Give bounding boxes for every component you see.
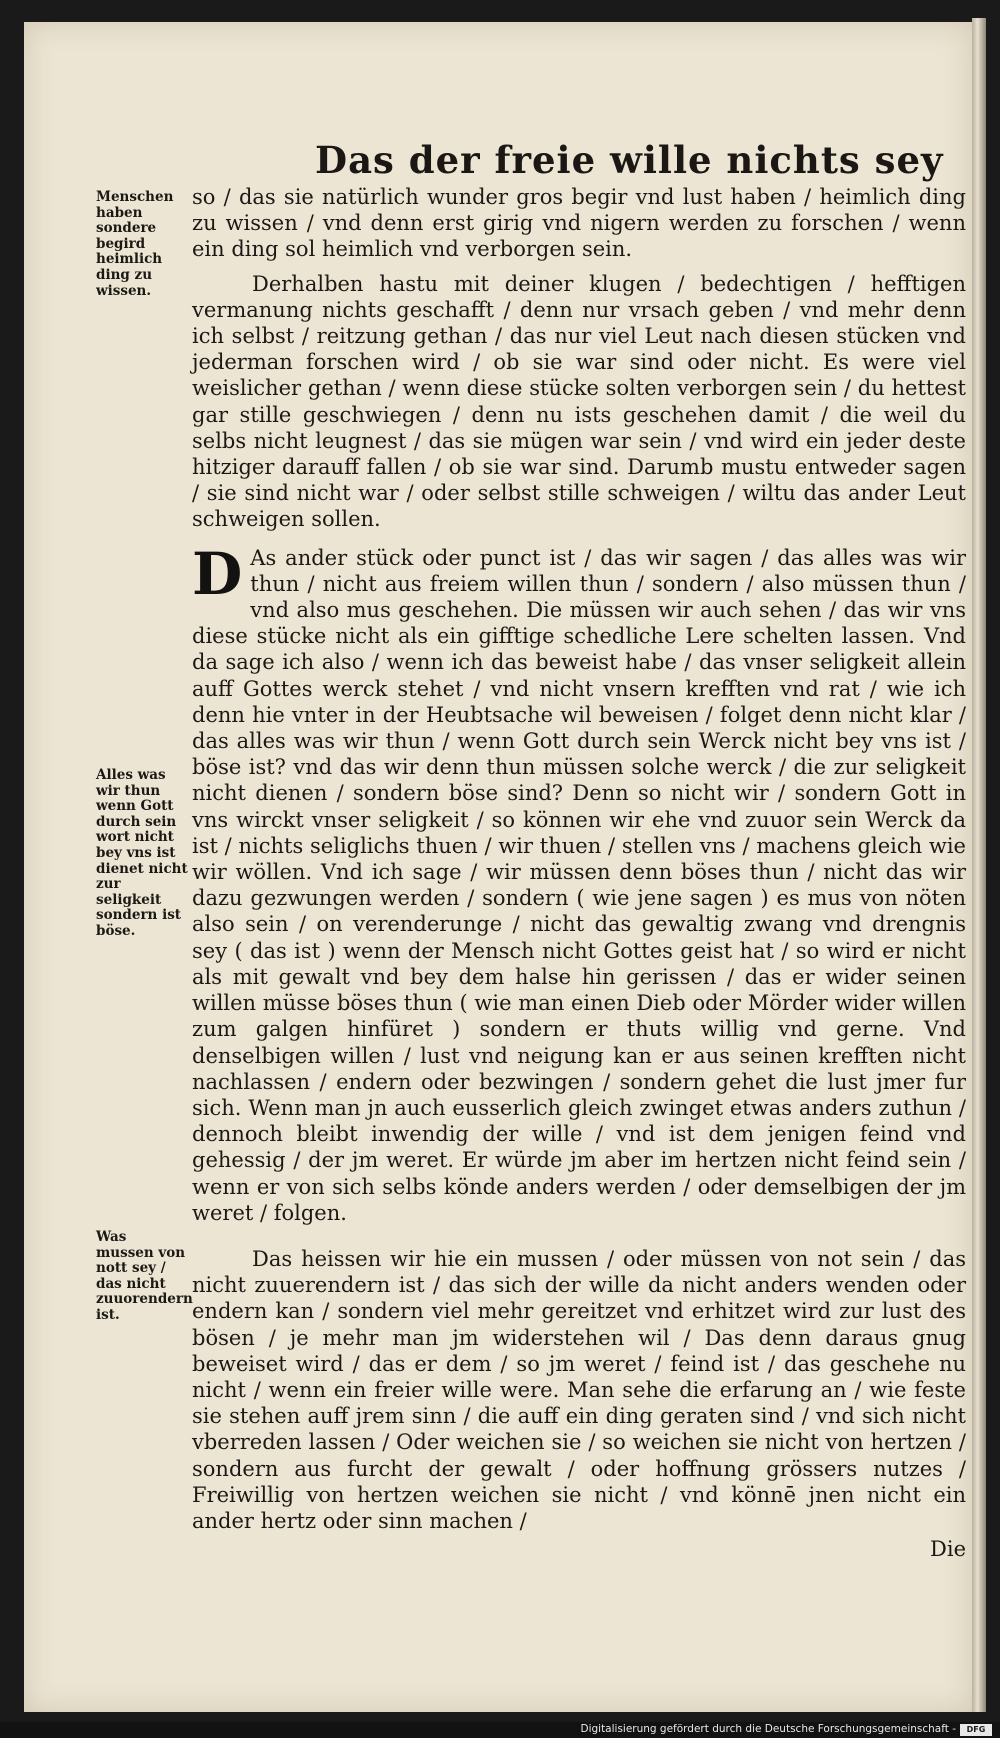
paragraph — [192, 539, 966, 1226]
paragraph: so / das sie natürlich wunder gros begir vnd lust haben / heimlich ding zu wissen / vnd denn erst girig vnd nigern werden zu forschen / wenn ein ding sol heimlich vnd verborgen sein. — [192, 185, 966, 262]
digitization-footer — [0, 1722, 1000, 1738]
dfg-logo: DFG — [960, 1724, 992, 1736]
marginal-gloss: Was mussen von nott sey / das nicht zuuorendern ist. — [96, 1229, 193, 1323]
marginal-gloss: Menschen haben sondere begird heimlich ding zu wissen. — [96, 189, 174, 299]
paragraph: Das heissen wir hie ein mussen / oder müssen von not sein / das nicht zuuerendern ist / das sich der wille da nicht anders wenden oder endern kan / sondern viel mehr gereitzet vnd erhitzet wird zur lust des bösen / je mehr man jm widerstehen wil / Das denn daraus gnug beweiset wird / das er dem / so jm weret / feind ist / das geschehe nu nicht / wenn ein freier wille were. Man sehe die erfarung an / wie feste sie stehen auff jrem sinn / die auff ein ding geraten sind / vnd sich nicht vberreden lassen / Oder weichen sie / so weichen sie nicht von hertzen / sondern aus furcht der gewalt / oder hoffnung grössers nutzes / Freiwillig von hertzen weichen sie nicht / vnd könnē jnen nicht ein ander hertz oder sinn machen / — [192, 1246, 966, 1533]
drop-initial: D — [192, 539, 243, 608]
footer-credit: Digitalisierung gefördert durch die Deutsche Forschungsgemeinschaft - — [580, 1723, 956, 1735]
marginal-gloss: Alles was wir thun wenn Gott durch sein wort nicht bey vns ist dienet nicht zur seligkeit sondern ist böse. — [96, 767, 188, 939]
page-edge — [972, 18, 986, 1712]
main-text — [192, 184, 966, 1562]
paragraph: Derhalben hastu mit deiner klugen / bedechtigen / hefftigen vermanung nichts geschafft / denn nur vrsach geben / vnd mehr denn ich selbst / reitzung gethan / das nur viel Leut nach diesen stücken vnd jederman forschen wird / ob sie war sind oder nicht. Es were viel weislicher gethan / wenn diese stücke solten verborgen sein / du hettest gar stille geschwiegen / denn nu ists geschehen damit / die weil du selbs nicht leugnest / das sie mügen war sein / vnd wird ein jeder deste hitziger darauff fallen / ob sie war sind. Darumb mustu entweder sagen / sie sind nicht war / oder selbst stille schweigen / wiltu das ander Leut schweigen sollen. — [192, 271, 966, 532]
paragraph-text: As ander stück oder punct ist / das wir sagen / das alles was wir thun / nicht aus freiem willen thun / sondern / also müssen thun / vnd also mus geschehen. Die müssen wir auch sehen / das wir vns diese stücke nicht als ein gifftige schedliche Lere schelten lassen. Vnd da sage ich also / wenn ich das beweist habe / das vnser seligkeit allein auff Gottes werck stehet / vnd nicht vnsern krefften vnd rat / wie ich denn hie vnter in der Heubtsache wil beweisen / folget denn nicht klar / das alles was wir thun / wenn Gott durch sein Werck nicht bey vns ist / böse ist? vnd das wir denn thun müssen solche werck / die zur seligkeit nicht dienen / sondern böse sind? Denn so nicht wir / sondern Gott in vns wirckt vnser seligkeit / so können wir ehe vnd zuuor sein Werck da ist / nichts seliglichs thuen / wir thuen / stellen vns / machens gleich wie wir wöllen. Vnd ich sage / wir müssen denn böses thun / nicht das wir dazu gezwungen werden / sondern ( wie jene sagen ) es mus von nöten also sein / on verenderunge / nicht das gewaltig zwang vnd drengnis sey ( das ist ) wenn der Mensch nicht Gottes geist hat / so wird er nicht als mit gewalt vnd bey dem halse hin gerissen / das er wider seinen willen müsse böses thun ( wie man einen Dieb oder Mörder wider willen zum galgen hinfüret ) sondern er thuts willig vnd gerne. Vnd denselbigen willen / lust vnd neigung kan er aus seinen krefften nicht nachlassen / endern oder bezwingen / sondern gehet die lust jmer fur sich. Wenn man jn auch eusserlich gleich zwinget etwas anders zuthun / dennoch bleibt inwendig der wille / vnd ist dem jenigen feind vnd gehessig / der jm weret. Er würde jm aber im hertzen nicht feind sein / wenn er von sich selbs könde anders werden / oder demselbigen der jm weret / folgen. — [192, 545, 966, 1225]
catchword: Die — [930, 1537, 966, 1562]
running-header: Das der freie wille nichts sey — [315, 138, 944, 182]
